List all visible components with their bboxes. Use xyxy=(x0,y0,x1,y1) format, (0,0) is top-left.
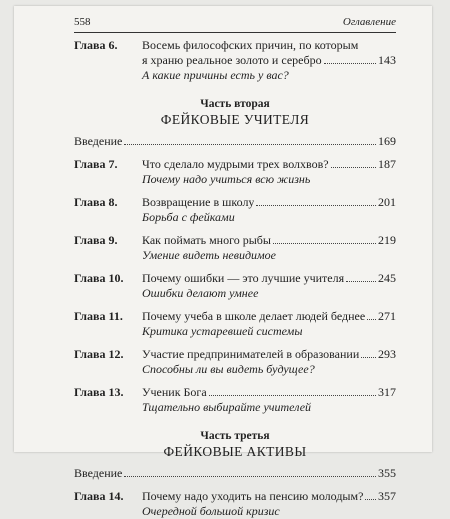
chapter-label: Глава 6. xyxy=(74,38,118,52)
chapter-title-line2: я храню реальное золото и серебро xyxy=(142,53,322,67)
toc-entry-intro xyxy=(74,466,396,481)
chapter-label: Глава 7. xyxy=(74,157,118,171)
dot-leader xyxy=(365,489,376,500)
chapter-subtitle: Критика устаревшей системы xyxy=(142,324,303,338)
page-number: 558 xyxy=(74,16,91,28)
chapter-label: Глава 14. xyxy=(74,489,124,503)
chapter-label: Глава 12. xyxy=(74,347,124,361)
part-title: ФЕЙКОВЫЕ АКТИВЫ xyxy=(163,444,307,459)
chapter-subtitle: Умение видеть невидимое xyxy=(142,248,277,262)
dot-leader xyxy=(124,466,376,477)
chapter-subtitle: Очередной большой кризис xyxy=(142,504,280,518)
page-ref: 187 xyxy=(378,157,396,171)
book-page xyxy=(14,6,432,518)
header-rule xyxy=(74,32,396,33)
toc-entry-ch9 xyxy=(74,233,396,248)
chapter-subtitle: Почему надо учиться всю жизнь xyxy=(142,172,311,186)
chapter-label: Глава 10. xyxy=(74,271,124,285)
dot-leader xyxy=(331,157,376,168)
chapter-title: Почему ошибки — это лучшие учителя xyxy=(142,271,345,285)
chapter-subtitle: Борьба с фейками xyxy=(142,210,235,224)
chapter-label: Глава 13. xyxy=(74,385,124,399)
page-ref: 271 xyxy=(378,309,396,323)
page-ref: 143 xyxy=(378,53,396,67)
dot-leader xyxy=(209,385,376,396)
page-ref: 219 xyxy=(378,233,396,247)
toc-entry-ch14 xyxy=(74,489,396,504)
chapter-label: Глава 8. xyxy=(74,195,118,209)
page-header xyxy=(74,16,396,32)
dot-leader xyxy=(361,347,376,358)
chapter-subtitle: Ошибки делают умнее xyxy=(142,286,259,300)
page-ref: 201 xyxy=(378,195,396,209)
page-ref: 293 xyxy=(378,347,396,361)
chapter-title: Ученик Бога xyxy=(142,385,207,399)
toc-entry-ch8 xyxy=(74,195,396,210)
dot-leader xyxy=(367,309,376,320)
dot-leader xyxy=(324,53,376,64)
dot-leader xyxy=(273,233,376,244)
chapter-subtitle: Тщательно выбирайте учителей xyxy=(142,400,312,414)
chapter-title: Что сделало мудрыми трех волхвов? xyxy=(142,157,329,171)
toc-entry-ch7 xyxy=(74,157,396,172)
part-heading: Часть вторая xyxy=(200,98,270,110)
chapter-title: Возвращение в школу xyxy=(142,195,255,209)
running-head: Оглавление xyxy=(342,16,396,28)
table-of-contents xyxy=(74,38,396,519)
page-ref: 357 xyxy=(378,489,396,503)
toc-entry-ch6 xyxy=(74,38,396,53)
dot-leader xyxy=(346,271,376,282)
toc-entry-ch12 xyxy=(74,347,396,362)
chapter-subtitle: А какие причины есть у вас? xyxy=(142,68,289,82)
chapter-title: Почему надо уходить на пенсию молодым? xyxy=(142,489,364,503)
chapter-label: Глава 9. xyxy=(74,233,118,247)
chapter-title: Почему учеба в школе делает людей беднее xyxy=(142,309,366,323)
intro-label: Введение xyxy=(74,134,123,148)
toc-entry-ch10 xyxy=(74,271,396,286)
dot-leader xyxy=(124,134,376,145)
toc-entry-ch11 xyxy=(74,309,396,324)
page-ref: 317 xyxy=(378,385,396,399)
part-title: ФЕЙКОВЫЕ УЧИТЕЛЯ xyxy=(160,112,310,127)
chapter-title-line1: Восемь философских причин, по которым xyxy=(142,38,359,52)
intro-label: Введение xyxy=(74,466,123,480)
dot-leader xyxy=(256,195,376,206)
chapter-title: Участие предпринимателей в образовании xyxy=(142,347,360,361)
page-ref: 245 xyxy=(378,271,396,285)
chapter-subtitle: Способны ли вы видеть будущее? xyxy=(142,362,315,376)
chapter-label: Глава 11. xyxy=(74,309,123,323)
page-ref: 169 xyxy=(378,134,396,148)
toc-entry-ch13 xyxy=(74,385,396,400)
chapter-title: Как поймать много рыбы xyxy=(142,233,271,247)
part-heading: Часть третья xyxy=(200,430,270,442)
page-ref: 355 xyxy=(378,466,396,480)
toc-entry-intro xyxy=(74,134,396,149)
